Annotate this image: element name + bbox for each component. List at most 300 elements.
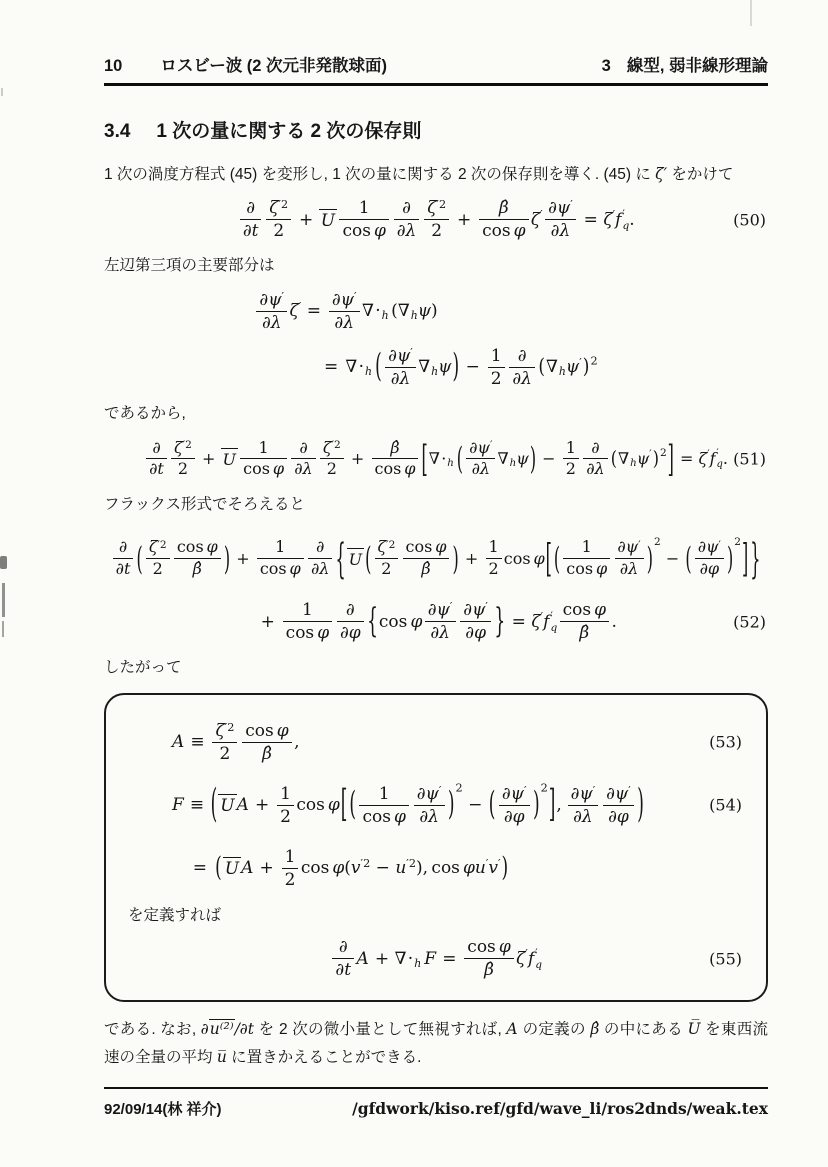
math-token: ∂λ [471, 459, 490, 479]
math-token: β̂ [192, 559, 202, 579]
equation-54-line2 [120, 843, 752, 893]
math-token: φ [513, 221, 526, 242]
chapter-number: 3 [601, 57, 611, 75]
math-token [372, 538, 451, 579]
math-token [583, 459, 607, 479]
scan-artifact [2, 583, 5, 617]
math-token: ′ [628, 783, 631, 797]
math-token: ′2 [224, 720, 235, 734]
math-token [545, 535, 750, 582]
math-token [266, 198, 291, 241]
math-token: φ [206, 537, 218, 557]
math-token [255, 600, 617, 643]
math-token: + [374, 948, 390, 969]
math-token: ∂ψ [469, 437, 490, 457]
math-token [135, 538, 231, 579]
math-token [266, 220, 291, 241]
math-token [460, 622, 491, 643]
math-token [359, 784, 409, 827]
math-token: ′ [622, 207, 625, 220]
math-token: φ [317, 623, 330, 644]
math-token: U [224, 859, 240, 880]
footer-date-author: 92/09/14(林 祥介) [104, 1101, 222, 1119]
math-token [337, 600, 364, 622]
math-token [330, 937, 542, 980]
math-token [171, 439, 195, 480]
math-token: ′ [718, 538, 721, 551]
math-token [212, 721, 237, 764]
math-token: ∂ψ [606, 783, 629, 804]
math-token [240, 198, 262, 220]
math-token: ∂ [345, 600, 355, 621]
inline-math-U-bar: U̅ [687, 1019, 701, 1038]
math-token: φ [327, 795, 340, 816]
math-token [394, 198, 420, 220]
math-token [553, 538, 661, 579]
math-token [242, 721, 292, 743]
math-token [256, 312, 287, 333]
math-token: ′2 [182, 438, 192, 451]
math-token [499, 784, 530, 827]
math-token: ] [667, 437, 674, 481]
math-token: ∂ψ [427, 600, 450, 621]
math-token: 1 [488, 537, 499, 557]
math-token [359, 784, 409, 806]
math-token: ∂λ [586, 459, 605, 479]
math-token [254, 346, 598, 389]
page-footer [104, 1087, 768, 1119]
math-token: φ [289, 559, 301, 579]
math-token: 2 [653, 536, 661, 549]
math-token: ′ [449, 600, 453, 614]
math-token: ∂φ [339, 623, 361, 644]
math-token: ∂ [517, 345, 527, 366]
math-token: 1 [378, 783, 390, 804]
math-token: φ [435, 537, 447, 557]
math-token: + [299, 209, 314, 230]
math-token [466, 439, 495, 480]
equation-53 [120, 717, 752, 767]
page-number: 10 [104, 57, 123, 75]
math-token: , [556, 795, 562, 816]
math-token [308, 538, 332, 579]
math-token: ′ [489, 438, 493, 451]
math-token: φ [272, 459, 285, 479]
math-token: U [220, 796, 235, 817]
math-token: { [367, 601, 378, 642]
math-token: ∇ [345, 357, 358, 378]
equation-55 [120, 934, 752, 984]
math-token [464, 439, 529, 480]
math-token [568, 784, 599, 827]
math-token: ∇ [546, 357, 558, 378]
math-token: ′ [438, 783, 442, 797]
equation-label: (51) [733, 449, 766, 469]
math-token: ζ [698, 449, 708, 469]
math-token: ′ [716, 447, 719, 459]
equation-label: (54) [709, 795, 742, 815]
math-token [464, 959, 514, 980]
math-token: φ [594, 600, 607, 621]
math-token [603, 784, 634, 827]
math-token: u [395, 858, 407, 879]
math-token [425, 600, 456, 622]
math-token: + [260, 611, 275, 632]
math-token: ′2 [157, 538, 167, 551]
math-token: ′ [579, 355, 582, 369]
math-token [339, 198, 389, 241]
math-token: ′ [497, 856, 501, 870]
math-token [319, 209, 337, 231]
math-token: ( [136, 539, 143, 578]
equation-identity-line1 [104, 285, 768, 337]
math-token: 1 [490, 345, 502, 366]
math-token [171, 459, 195, 479]
math-token: A [241, 858, 255, 879]
math-token: { [335, 533, 346, 584]
math-token: ζ [174, 437, 183, 457]
math-token [240, 459, 287, 479]
math-token [403, 538, 450, 579]
math-token [240, 439, 287, 460]
section-number: 3.4 [104, 121, 131, 142]
math-token: ζ [215, 720, 225, 741]
math-token: . [629, 209, 635, 230]
math-token: ) [532, 786, 540, 825]
chapter-title: 線型, 弱非線形理論 [626, 57, 768, 75]
math-token: φ [332, 858, 345, 879]
math-token [240, 439, 287, 480]
footer-row [104, 1087, 768, 1119]
math-token: q [550, 621, 558, 634]
math-token: h [365, 365, 373, 379]
math-token: cos [300, 858, 330, 879]
math-token: ∂ψ [416, 783, 439, 804]
math-token [214, 847, 509, 890]
math-token: ∂ψ [388, 345, 411, 366]
math-token [464, 937, 514, 959]
math-token: ζ [269, 198, 279, 219]
math-token [174, 538, 221, 579]
third-term-text: 左辺第三項の主要部分は [104, 256, 275, 274]
math-token [113, 538, 133, 579]
math-token: ( [391, 301, 398, 322]
math-token: ∂ψ [259, 289, 282, 310]
math-token [308, 538, 332, 559]
math-token: ∂ [316, 537, 325, 557]
math-token: ∂λ [261, 312, 282, 333]
math-token [509, 368, 535, 389]
math-token: ) [431, 301, 438, 322]
math-token: ′ [540, 208, 543, 222]
math-token: ∂λ [550, 221, 571, 242]
math-token: cos [467, 937, 496, 958]
math-token [488, 346, 505, 368]
math-token [254, 290, 438, 333]
math-token [223, 857, 241, 879]
math-token: A [236, 795, 250, 816]
math-token: f [543, 611, 550, 632]
section-title: 1 次の量に関する 2 次の保存則 [156, 121, 422, 142]
math-token: = [442, 948, 457, 969]
math-token [561, 538, 646, 579]
math-token [545, 198, 576, 241]
math-token: − [375, 858, 390, 879]
math-token: ′ [649, 448, 652, 461]
math-token: ′2 [278, 198, 289, 212]
math-token: [ [421, 437, 428, 481]
math-token: ∂ψ [617, 537, 639, 557]
math-token [212, 743, 237, 764]
math-token: A [172, 732, 185, 753]
math-token [466, 439, 495, 460]
math-token: U [222, 450, 237, 470]
math-token [425, 622, 456, 643]
flux-text: フラックス形式でそろえると [104, 495, 306, 513]
math-token: , [294, 732, 300, 753]
math-token: ψ [438, 357, 452, 378]
math-token: h [447, 457, 454, 470]
math-token: ) [415, 858, 423, 879]
math-token: . [611, 611, 617, 632]
math-token: cos [296, 795, 325, 816]
math-token: ) [637, 782, 644, 829]
math-token: cos [245, 720, 274, 741]
running-head [104, 52, 768, 86]
math-token [488, 781, 548, 827]
math-token: ∂ [246, 198, 256, 219]
math-token: [ [545, 535, 552, 582]
math-token [385, 346, 416, 389]
math-token: 2 [219, 743, 231, 764]
math-token [357, 784, 447, 827]
math-token: − [468, 795, 483, 816]
math-token [583, 439, 607, 480]
scan-artifact [0, 556, 7, 569]
math-token: cos [285, 623, 315, 644]
math-token: u [474, 858, 486, 879]
math-token [479, 198, 529, 241]
math-token [460, 600, 491, 643]
math-token [693, 538, 726, 579]
math-token: 2 [659, 447, 667, 460]
math-token [146, 538, 170, 579]
math-token [171, 439, 195, 460]
math-token [509, 346, 535, 389]
math-token [240, 198, 262, 241]
math-token [537, 354, 598, 380]
math-token: ′ [523, 783, 527, 797]
inline-math-partial: ∂ [200, 1019, 209, 1038]
math-token: h [410, 309, 418, 323]
math-token [615, 538, 644, 579]
math-token: ∂ψ [570, 783, 593, 804]
math-token: v [488, 858, 498, 879]
math-token: + [464, 549, 479, 569]
math-token: 1 [280, 783, 291, 804]
math-token [429, 439, 667, 480]
math-token [560, 600, 610, 622]
math-token [375, 538, 399, 579]
math-token: ∂λ [390, 368, 411, 389]
scan-artifact [2, 621, 4, 637]
math-token: . [722, 449, 728, 469]
math-token: 2 [273, 221, 285, 242]
math-token: ( [365, 539, 372, 578]
math-token [424, 198, 449, 241]
math-token: ) [582, 355, 590, 380]
math-token [359, 806, 409, 827]
math-token: ) [223, 539, 231, 578]
math-token: ∂ [338, 937, 348, 958]
math-token: φ [498, 937, 511, 958]
math-token [146, 538, 170, 559]
math-token: ∂t [335, 960, 352, 981]
math-token [563, 459, 579, 479]
math-token [385, 346, 416, 368]
math-token: + [202, 449, 216, 469]
inline-math-u-bar: u̅ [216, 1047, 227, 1066]
math-token: ( [344, 858, 351, 879]
math-token: ) [727, 540, 734, 577]
math-token: ) [452, 348, 460, 387]
scan-artifact [1, 88, 3, 96]
math-token: ′2 [331, 438, 341, 451]
math-token: ′ [485, 600, 488, 614]
math-token [308, 559, 332, 579]
math-token [466, 459, 495, 479]
math-token: ζ [322, 437, 332, 457]
math-token [339, 198, 389, 220]
math-token: h [509, 457, 517, 470]
page-body [104, 116, 768, 1071]
math-token [375, 538, 399, 559]
math-token [394, 198, 420, 241]
text-run: をかけて [667, 166, 734, 183]
math-token [568, 784, 599, 806]
math-token [218, 781, 636, 828]
math-token [553, 538, 741, 579]
math-token [479, 220, 529, 241]
math-token [257, 559, 304, 579]
math-token: ) [652, 447, 659, 471]
math-token: + [350, 449, 365, 469]
math-token [545, 198, 576, 220]
math-token [414, 784, 445, 806]
math-token: cos [562, 600, 592, 621]
math-token: q [622, 219, 630, 232]
math-token: 2 [280, 806, 291, 827]
math-token: − [665, 549, 680, 569]
math-token: φ [276, 720, 289, 741]
define-text: を定義すれば [128, 907, 222, 925]
text-run: である. なお, [104, 1020, 201, 1038]
math-token [348, 781, 463, 827]
math-token [240, 220, 262, 241]
math-token: ∂λ [619, 559, 639, 579]
math-token: ′ [281, 289, 285, 303]
math-token: ) [646, 540, 653, 577]
intro-paragraph [104, 161, 768, 189]
math-token: ζ [289, 301, 299, 322]
math-token: q [535, 958, 542, 971]
math-token [257, 538, 304, 579]
math-token: β̂ [421, 559, 431, 579]
math-token [146, 439, 166, 480]
math-token: 2 [455, 781, 463, 795]
math-token: ′ [540, 610, 544, 624]
math-token: ∂λ [310, 559, 330, 579]
math-token: φ [394, 806, 406, 827]
math-token: + [456, 209, 472, 230]
math-token [146, 559, 170, 579]
math-token: ∇ [497, 449, 509, 469]
math-token: ] [742, 535, 749, 582]
math-token: cos [482, 221, 511, 242]
math-token [414, 784, 445, 827]
math-token [563, 538, 610, 559]
math-token [509, 346, 535, 368]
math-token [332, 937, 354, 980]
math-token [403, 538, 450, 559]
boxed-result [104, 693, 768, 1002]
math-token: ( [685, 540, 692, 577]
math-token: 1 [565, 437, 576, 457]
text-run: を 2 次の微小量として無視すれば, [254, 1020, 507, 1038]
math-token: ∂λ [396, 221, 417, 242]
math-token [174, 538, 221, 559]
equation-50 [104, 195, 768, 245]
math-token: A [356, 948, 370, 969]
math-token [546, 357, 582, 377]
math-token: = [680, 449, 694, 469]
math-token: + [254, 795, 270, 816]
math-token [603, 784, 634, 806]
math-token: + [236, 549, 250, 569]
running-head-left: ロスビー波 (2 次元非発散球面) [160, 57, 388, 75]
math-token: ( [375, 348, 382, 387]
math-token: ∂φ [503, 806, 525, 827]
math-token: ∂λ [512, 368, 532, 389]
math-token: ζ [530, 209, 541, 230]
math-token: cos [566, 559, 594, 579]
math-token [332, 959, 354, 980]
math-token: 1 [275, 537, 286, 557]
math-token: = [511, 611, 526, 632]
math-token: f [615, 209, 622, 230]
math-token: ∂ [402, 198, 411, 219]
math-token [144, 538, 223, 579]
math-token: ( [488, 786, 496, 825]
math-token: ) [529, 440, 537, 478]
math-token: cos [176, 537, 204, 557]
equation-52-line1 [104, 525, 768, 593]
math-token: ≡ [190, 732, 205, 753]
math-token: ′ [485, 856, 489, 870]
math-token [329, 290, 360, 333]
math-token [320, 459, 344, 479]
math-token [237, 198, 634, 241]
math-token [347, 548, 364, 569]
math-token: · [407, 948, 414, 969]
math-token [496, 784, 532, 827]
math-token [329, 312, 360, 333]
text-run: に置きかえることができる. [226, 1048, 422, 1066]
equation-identity-line2 [104, 341, 768, 393]
math-token [385, 368, 416, 389]
math-token: ( [538, 355, 545, 380]
math-token: ′ [570, 198, 573, 212]
